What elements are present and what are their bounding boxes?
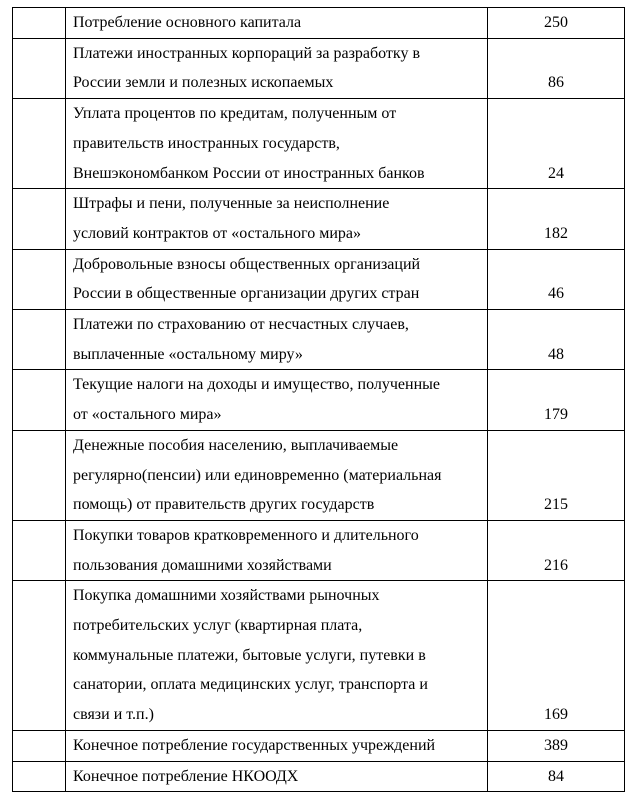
description-line: санатории, оплата медицинских услуг, транспорта и: [73, 676, 428, 694]
row-index-cell: [13, 370, 66, 430]
row-index-cell: [13, 38, 66, 98]
row-value-cell: 46: [488, 249, 625, 309]
description-line: Платежи иностранных корпораций за разработку в: [73, 44, 421, 62]
row-index-cell: [13, 430, 66, 520]
description-line: помощь) от правительств других государств: [73, 496, 375, 514]
table-row: [13, 310, 625, 370]
row-description-cell: [66, 370, 488, 430]
row-index-cell: [13, 8, 66, 39]
row-value-cell: 389: [488, 730, 625, 761]
row-description-cell: [66, 38, 488, 98]
row-value-cell: 48: [488, 310, 625, 370]
description-line: регулярно(пенсии) или единовременно (материальная: [73, 466, 442, 484]
row-description-cell: [66, 520, 488, 580]
row-description-cell: [66, 189, 488, 249]
row-index-cell: [13, 99, 66, 189]
description-line: Покупки товаров кратковременного и длительного: [73, 526, 419, 544]
row-value-cell: 24: [488, 99, 625, 189]
table-row: [13, 730, 625, 761]
description-line: выплаченные «остальному миру»: [73, 345, 303, 363]
row-index-cell: [13, 189, 66, 249]
description-line: Денежные пособия населению, выплачиваемые: [73, 436, 399, 454]
description-line: Штрафы и пени, полученные за неисполнение: [73, 195, 390, 213]
description-line: Добровольные взносы общественных организаций: [73, 255, 421, 273]
description-line: России в общественные организации других стран: [73, 285, 420, 303]
description-line: потребительских услуг (квартирная плата,: [73, 617, 363, 635]
row-description-cell: [66, 99, 488, 189]
table-row: [13, 581, 625, 731]
row-description-cell: [66, 8, 488, 39]
row-value-cell: 86: [488, 38, 625, 98]
table-row: [13, 99, 625, 189]
description-line: условий контрактов от «остального мира»: [73, 224, 361, 242]
table-row: [13, 370, 625, 430]
row-value-cell: 250: [488, 8, 625, 39]
table-row: [13, 520, 625, 580]
row-index-cell: [13, 581, 66, 731]
description-line: коммунальные платежи, бытовые услуги, путевки в: [73, 646, 426, 664]
description-line: России земли и полезных ископаемых: [73, 74, 334, 92]
row-value-cell: 84: [488, 761, 625, 792]
description-line: правительств иностранных государств,: [73, 134, 340, 152]
description-line: Уплата процентов по кредитам, полученным от: [73, 105, 397, 123]
table-row: [13, 38, 625, 98]
description-line: Платежи по страхованию от несчастных случаев,: [73, 316, 409, 334]
row-index-cell: [13, 730, 66, 761]
row-description-cell: [66, 310, 488, 370]
row-description-cell: [66, 249, 488, 309]
row-description-cell: [66, 761, 488, 792]
row-value-cell: 215: [488, 430, 625, 520]
table-row: [13, 189, 625, 249]
description-line: Текущие налоги на доходы и имущество, полученные: [73, 376, 441, 394]
row-value-cell: 179: [488, 370, 625, 430]
description-line: Покупка домашними хозяйствами рыночных: [73, 587, 380, 605]
description-line: от «остального мира»: [73, 406, 222, 424]
row-index-cell: [13, 310, 66, 370]
row-description-cell: [66, 730, 488, 761]
description-line: Потребление основного капитала: [73, 14, 302, 31]
row-index-cell: [13, 520, 66, 580]
description-line: Конечное потребление государственных учреждений: [73, 736, 436, 754]
table-row: [13, 249, 625, 309]
table-row: [13, 430, 625, 520]
row-description-cell: [66, 581, 488, 731]
description-line: Внешэкономбанком России от иностранных банков: [73, 164, 425, 182]
description-line: пользования домашними хозяйствами: [73, 556, 332, 574]
row-value-cell: 169: [488, 581, 625, 731]
table-body: [13, 8, 625, 792]
description-line: связи и т.п.): [73, 706, 154, 724]
row-index-cell: [13, 761, 66, 792]
data-table: [12, 7, 625, 792]
table-row: [13, 8, 625, 39]
description-line: Конечное потребление НКООДХ: [73, 767, 299, 785]
row-index-cell: [13, 249, 66, 309]
row-value-cell: 182: [488, 189, 625, 249]
table-row: [13, 761, 625, 792]
row-value-cell: 216: [488, 520, 625, 580]
row-description-cell: [66, 430, 488, 520]
